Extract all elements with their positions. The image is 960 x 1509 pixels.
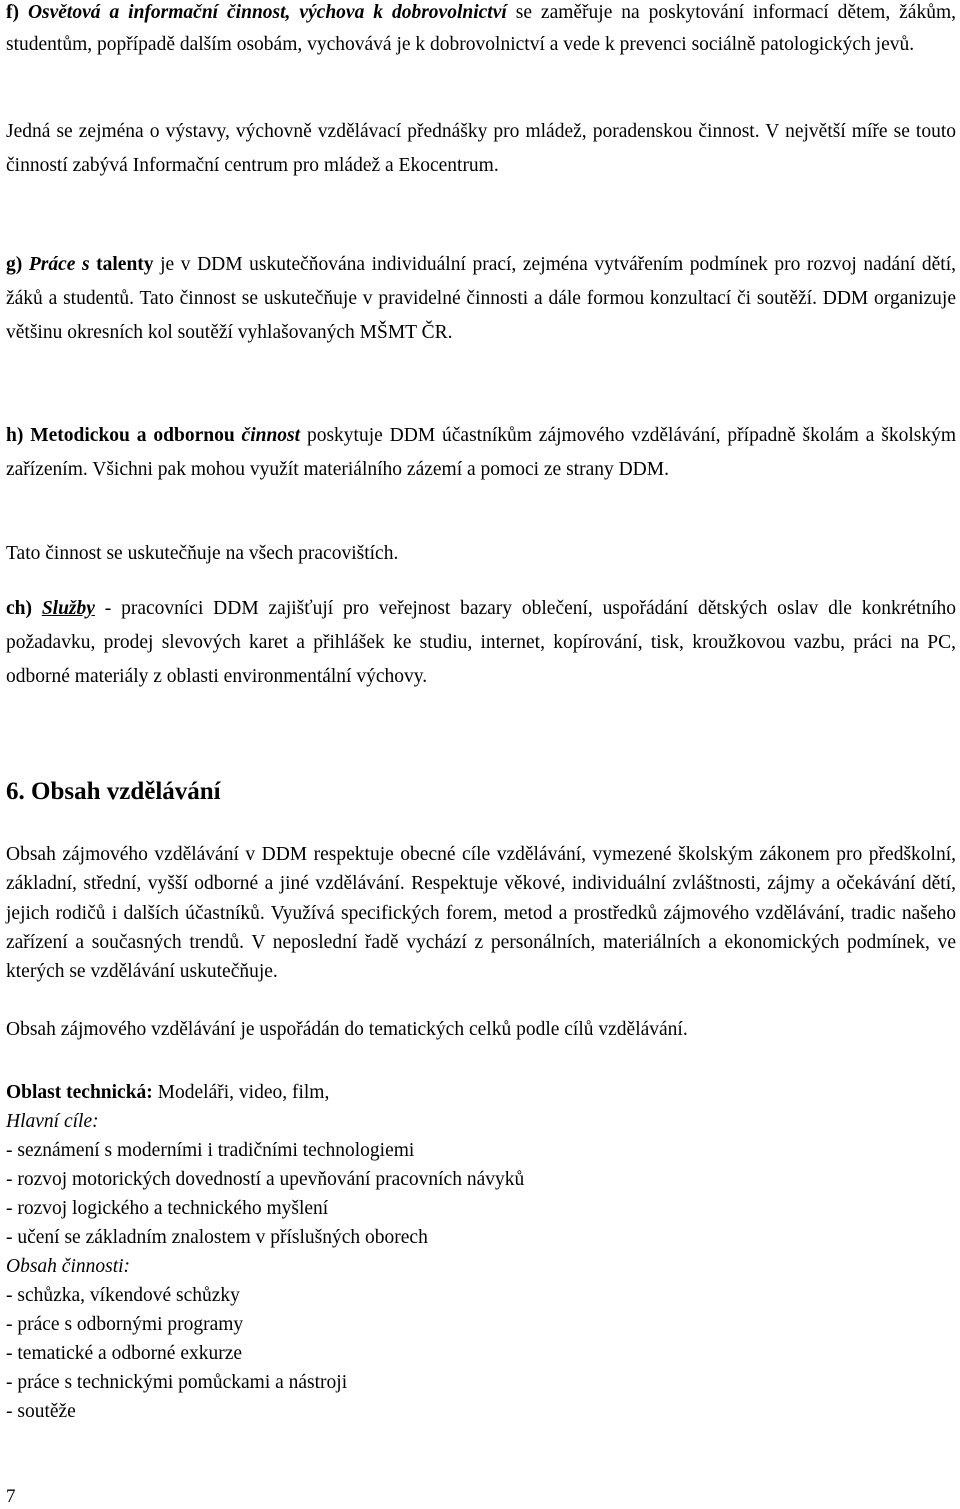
obsah-item: - práce s odbornými programy: [6, 1314, 244, 1335]
section-g-paragraph: [6, 248, 956, 350]
cile-item: - rozvoj motorických dovedností a upevňování pracovních návyků: [6, 1169, 525, 1190]
obsah-item: - schůzka, víkendové schůzky: [6, 1285, 240, 1306]
section-ch-paragraph: [6, 592, 956, 694]
section-6-heading: [6, 778, 221, 806]
obsah-cinnosti-label: Obsah činnosti:: [6, 1256, 131, 1277]
section-g-title-italic: Práce s: [28, 254, 90, 275]
section-ch-text: - pracovníci DDM zajišťují pro veřejnost bazary oblečení, uspořádání dětských oslav dle konkrétního požadavku, prodej slevových karet a přihlášek ke studiu, internet, kopírování, tisk, kroužkovou vazbu, práci na PC, odborné materiály z oblasti environmentální výchovy.: [6, 598, 956, 687]
obsah-item: - tematické a odborné exkurze: [6, 1343, 243, 1364]
section-g-label: g): [6, 254, 23, 275]
oblast-technicka-line: [6, 1078, 329, 1107]
section-g-title-rest: talenty: [89, 254, 154, 275]
obsah-paragraph-1: Obsah zájmového vzdělávání v DDM respektuje obecné cíle vzdělávání, vymezené školským zákonem pro předškolní, základní, střední, vyšší odborné a jiné vzdělávání. Respektuje věkové, individuální zvláštnosti, zájmy a očekávání dětí, jejich rodičů i dalších účastníků. Využívá specifických forem, metod a prostředků zájmového vzdělávání, tradic našeho zařízení a současných trendů. V neposlední řadě vychází z personálních, materiálních a ekonomických podmínek, ve kterých se vzdělávání uskutečňuje.: [6, 844, 956, 983]
section-f-label: f): [6, 2, 19, 23]
cile-item: - učení se základním znalostem v příslušných oborech: [6, 1227, 428, 1248]
section-g-text: je v DDM uskutečňována individuální prací, zejména vytvářením podmínek pro rozvoj nadání dětí, žáků a studentů. Tato činnost se uskutečňuje v pravidelné činnosti a dále formou konzultací či soutěží. DDM organizuje většinu okresních kol soutěží vyhlašovaných MŠMT ČR.: [6, 254, 956, 343]
section-h-note: Tato činnost se uskutečňuje na všech pracovištích.: [6, 543, 399, 564]
section-ch-label: ch): [6, 598, 32, 619]
obsah-paragraph-2: Obsah zájmového vzdělávání je uspořádán do tematických celků podle cílů vzdělávání.: [6, 1019, 688, 1040]
oblast-value: Modeláři, video, film,: [152, 1082, 330, 1103]
section-f-paragraph-2: Jedná se zejména o výstavy, výchovně vzdělávací přednášky pro mládež, poradenskou činnost. V největší míře se touto činností zabývá Informační centrum pro mládež a Ekocentrum.: [6, 121, 956, 176]
section-h-title-italic: činnost: [241, 425, 301, 446]
section-h-label: h): [6, 425, 24, 446]
oblast-label: Oblast technická:: [6, 1082, 153, 1103]
cile-item: - rozvoj logického a technického myšlení: [6, 1198, 329, 1219]
section-h-text: poskytuje DDM účastníkům zájmového vzdělávání, případně školám a školským zařízením. Všichni pak mohou využít materiálního zázemí a pomoci ze strany DDM.: [6, 425, 957, 480]
page-number: 7: [6, 1486, 16, 1507]
obsah-item: - práce s technickými pomůckami a nástroji: [6, 1372, 348, 1393]
section-f-text: se zaměřuje na poskytování informací dětem, žákům, studentům, popřípadě dalším osobám, vychovává je k dobrovolnictví a vede k prevenci sociálně patologických jevů.: [6, 2, 956, 55]
section-f-title: Osvětová a informační činnost, výchova k dobrovolnictví: [27, 2, 507, 23]
section-h-title-bold: Metodickou a odbornou: [30, 425, 235, 446]
section-ch-title: Služby: [41, 598, 95, 619]
section-6-heading-text: 6. Obsah vzdělávání: [6, 778, 221, 805]
obsah-item: - soutěže: [6, 1401, 76, 1422]
cile-item: - seznámení s moderními i tradičními technologiemi: [6, 1140, 415, 1161]
hlavni-cile-label: Hlavní cíle:: [6, 1111, 99, 1132]
section-h-paragraph: [6, 419, 956, 487]
section-f-paragraph: [6, 0, 956, 60]
